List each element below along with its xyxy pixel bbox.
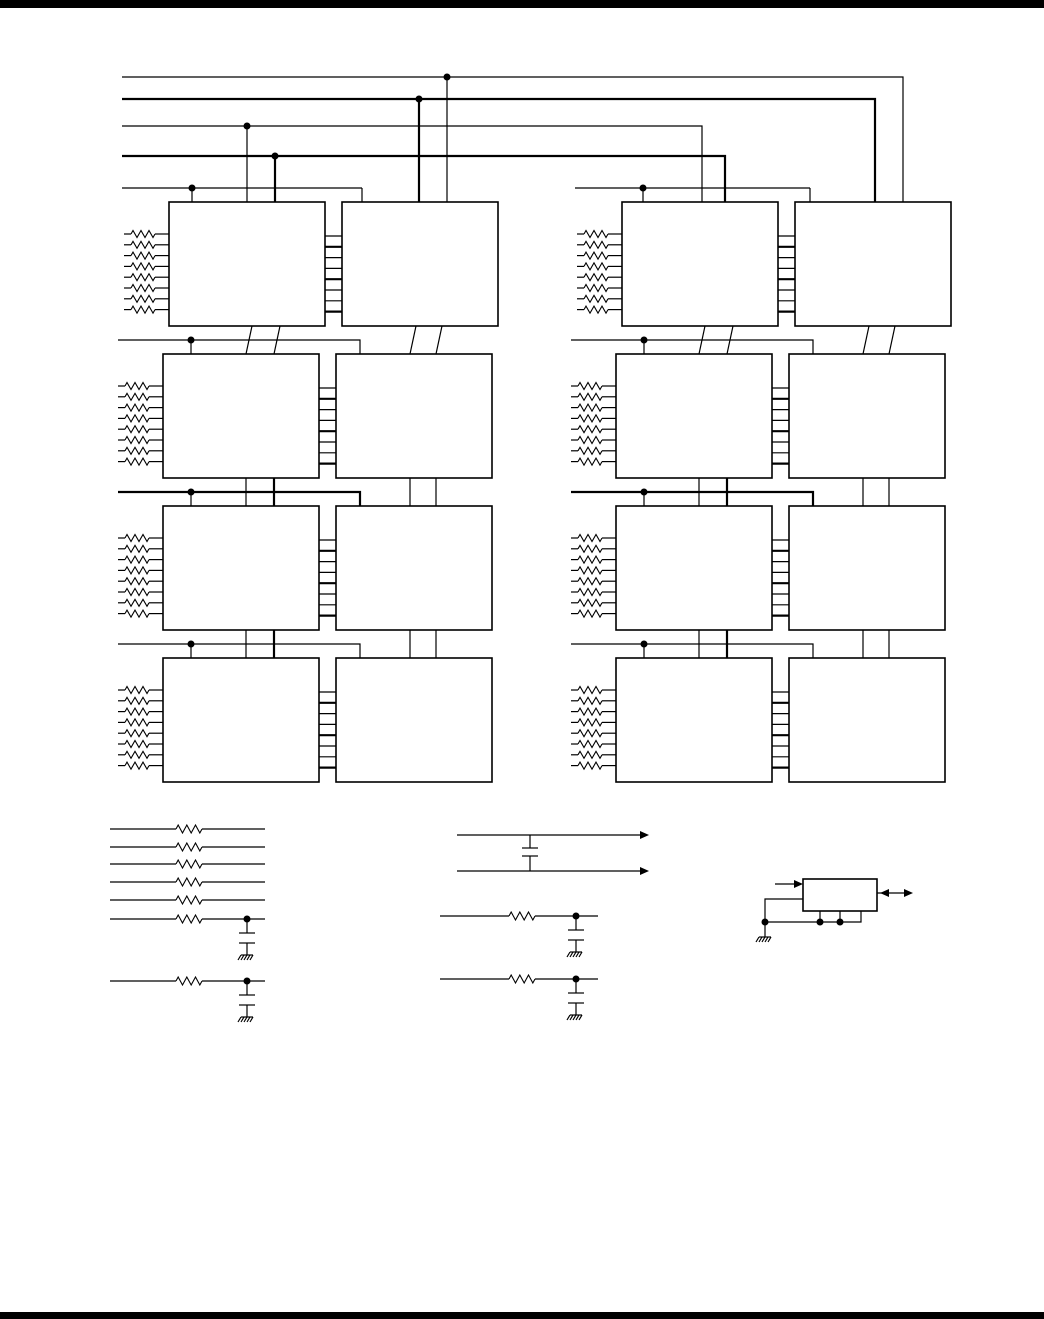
resistor-icon xyxy=(125,719,149,726)
junction-dot xyxy=(837,919,844,926)
bus-lines xyxy=(122,74,903,203)
ground-hatch xyxy=(573,952,576,957)
resistor-icon xyxy=(584,285,608,292)
memory-device xyxy=(616,506,772,630)
resistor-icon xyxy=(578,762,602,769)
ground-return xyxy=(765,911,861,922)
memory-device xyxy=(616,658,772,782)
resistor-icon xyxy=(176,825,202,833)
ground-hatch xyxy=(576,952,579,957)
resistor-icon xyxy=(131,231,155,238)
chain-line xyxy=(410,326,416,354)
junction-dot xyxy=(416,96,423,103)
ground-hatch xyxy=(250,1017,253,1022)
resistor-icon xyxy=(584,231,608,238)
resistor-icon xyxy=(125,708,149,715)
ground-hatch xyxy=(570,952,573,957)
select-line xyxy=(118,644,360,658)
resistor-icon xyxy=(578,708,602,715)
resistor-icon xyxy=(578,415,602,422)
memory-device xyxy=(616,354,772,478)
device-arrays xyxy=(118,202,951,782)
resistor-icon xyxy=(125,393,149,400)
ground-hatch xyxy=(241,1017,244,1022)
resistor-icon xyxy=(125,578,149,585)
termination-networks xyxy=(110,825,913,1022)
buffer-device xyxy=(789,354,945,478)
ground-hatch xyxy=(250,955,253,960)
select-line xyxy=(118,340,360,354)
top-rule xyxy=(0,0,1044,8)
chain-line xyxy=(863,326,869,354)
buffer-device xyxy=(342,202,498,326)
resistor-icon xyxy=(578,741,602,748)
ground-hatch xyxy=(247,955,250,960)
resistor-icon xyxy=(578,567,602,574)
buffer-device xyxy=(336,354,492,478)
resistor-icon xyxy=(176,896,202,904)
resistor-icon xyxy=(578,697,602,704)
bus-line xyxy=(122,156,725,202)
resistor-icon xyxy=(125,589,149,596)
resistor-icon xyxy=(125,556,149,563)
resistor-icon xyxy=(578,535,602,542)
resistor-icon xyxy=(131,295,155,302)
resistor-icon xyxy=(578,556,602,563)
bus-line xyxy=(122,99,875,202)
junction-dot xyxy=(444,74,451,81)
resistor-icon xyxy=(125,599,149,606)
memory-device xyxy=(622,202,778,326)
ground-icon xyxy=(238,1017,253,1022)
ground-hatch xyxy=(759,937,762,942)
resistor-icon xyxy=(578,383,602,390)
buffer-device xyxy=(336,506,492,630)
ground-return xyxy=(765,899,803,937)
resistor-icon xyxy=(131,252,155,259)
junction-dot xyxy=(817,919,824,926)
select-line xyxy=(571,492,813,506)
resistor-icon xyxy=(578,599,602,606)
resistor-icon xyxy=(125,437,149,444)
memory-device xyxy=(163,354,319,478)
ground-hatch xyxy=(579,952,582,957)
resistor-icon xyxy=(176,915,202,923)
ground-hatch xyxy=(576,1015,579,1020)
chain-line xyxy=(889,326,895,354)
memory-device xyxy=(163,506,319,630)
junction-dot xyxy=(762,919,769,926)
ground-hatch xyxy=(241,955,244,960)
resistor-icon xyxy=(578,751,602,758)
resistor-icon xyxy=(131,285,155,292)
buffer-device xyxy=(336,658,492,782)
ground-hatch xyxy=(567,1015,570,1020)
resistor-icon xyxy=(578,393,602,400)
resistor-icon xyxy=(125,741,149,748)
bottom-rule xyxy=(0,1312,1044,1319)
resistor-icon xyxy=(578,687,602,694)
memory-device xyxy=(163,658,319,782)
bus-line xyxy=(122,126,702,202)
ground-icon xyxy=(238,955,253,960)
arrow-icon xyxy=(880,889,889,897)
capacitor-icon xyxy=(568,930,584,940)
ground-hatch xyxy=(567,952,570,957)
junction-dot xyxy=(244,123,251,130)
select-line xyxy=(118,492,360,506)
buffer-device xyxy=(795,202,951,326)
resistor-icon xyxy=(578,545,602,552)
resistor-icon xyxy=(578,447,602,454)
arrow-icon xyxy=(794,880,803,888)
ground-hatch xyxy=(244,955,247,960)
resistor-icon xyxy=(125,458,149,465)
resistor-icon xyxy=(125,545,149,552)
ground-icon xyxy=(567,1015,582,1020)
resistor-icon xyxy=(578,578,602,585)
resistor-icon xyxy=(125,697,149,704)
ground-icon xyxy=(567,952,582,957)
resistor-icon xyxy=(584,241,608,248)
select-line xyxy=(571,644,813,658)
resistor-icon xyxy=(578,730,602,737)
resistor-icon xyxy=(584,306,608,313)
resistor-icon xyxy=(131,306,155,313)
resistor-icon xyxy=(176,843,202,851)
ground-hatch xyxy=(238,1017,241,1022)
resistor-icon xyxy=(125,426,149,433)
resistor-icon xyxy=(125,751,149,758)
resistor-icon xyxy=(125,535,149,542)
resistor-icon xyxy=(176,860,202,868)
resistor-icon xyxy=(176,977,202,985)
resistor-icon xyxy=(578,404,602,411)
select-line xyxy=(571,340,813,354)
arrow-icon xyxy=(904,889,913,897)
arrow-icon xyxy=(640,867,649,875)
resistor-icon xyxy=(578,610,602,617)
resistor-icon xyxy=(131,241,155,248)
buffer-device xyxy=(789,506,945,630)
resistor-icon xyxy=(125,447,149,454)
chain-line xyxy=(436,326,442,354)
resistor-icon xyxy=(584,252,608,259)
capacitor-icon xyxy=(568,993,584,1003)
resistor-icon xyxy=(125,762,149,769)
capacitor-icon xyxy=(239,933,255,943)
ground-hatch xyxy=(238,955,241,960)
resistor-icon xyxy=(131,274,155,281)
ground-hatch xyxy=(762,937,765,942)
ground-hatch xyxy=(765,937,768,942)
resistor-icon xyxy=(584,295,608,302)
ground-hatch xyxy=(570,1015,573,1020)
resistor-icon xyxy=(509,975,535,983)
resistor-icon xyxy=(125,404,149,411)
resistor-icon xyxy=(584,274,608,281)
resistor-icon xyxy=(578,426,602,433)
ground-hatch xyxy=(247,1017,250,1022)
ground-icon xyxy=(756,937,771,942)
ground-hatch xyxy=(768,937,771,942)
resistor-icon xyxy=(578,437,602,444)
resistor-icon xyxy=(125,415,149,422)
ground-hatch xyxy=(244,1017,247,1022)
resistor-icon xyxy=(131,263,155,270)
buffer-device xyxy=(789,658,945,782)
resistor-icon xyxy=(578,719,602,726)
resistor-icon xyxy=(125,730,149,737)
arrow-icon xyxy=(640,831,649,839)
resistor-icon xyxy=(578,589,602,596)
ground-hatch xyxy=(573,1015,576,1020)
ground-hatch xyxy=(579,1015,582,1020)
regulator-device xyxy=(803,879,877,911)
resistor-icon xyxy=(584,263,608,270)
junction-dot xyxy=(272,153,279,160)
resistor-icon xyxy=(125,610,149,617)
capacitor-icon xyxy=(239,995,255,1005)
resistor-icon xyxy=(125,567,149,574)
resistor-icon xyxy=(578,458,602,465)
memory-device xyxy=(169,202,325,326)
resistor-icon xyxy=(509,912,535,920)
ground-hatch xyxy=(756,937,759,942)
bus-line xyxy=(122,77,903,202)
resistor-icon xyxy=(125,383,149,390)
capacitor-icon xyxy=(522,848,538,856)
resistor-icon xyxy=(176,878,202,886)
resistor-icon xyxy=(125,687,149,694)
